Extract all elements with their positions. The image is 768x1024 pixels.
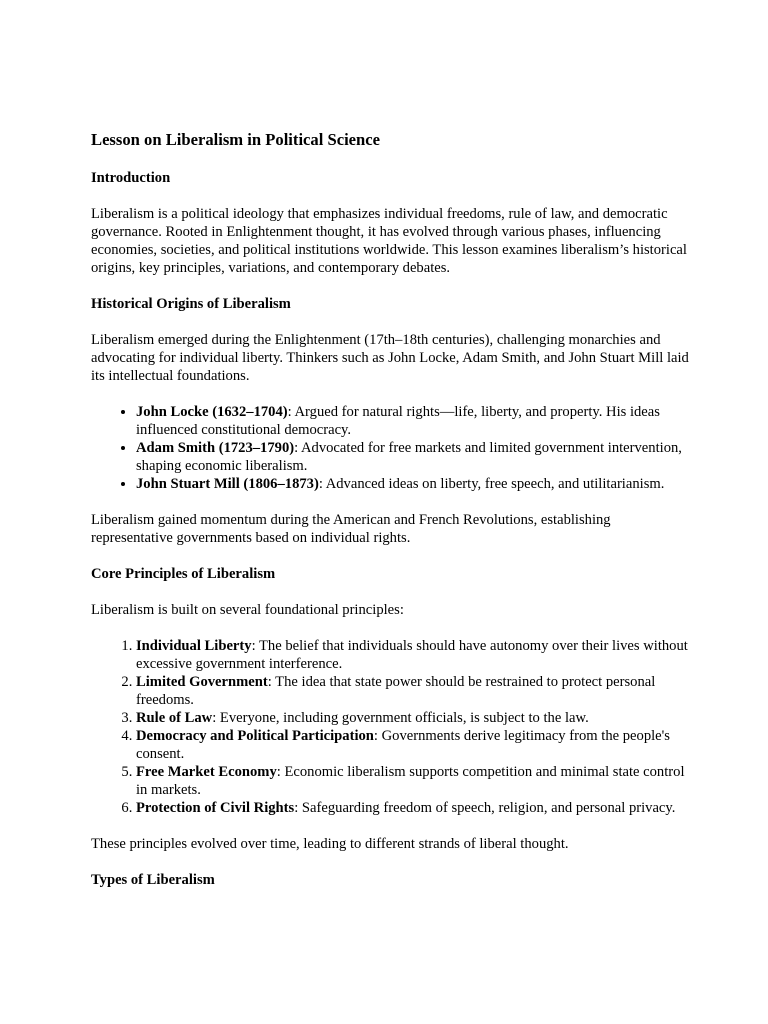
- thinker-description: : Argued for natural rights—life, liberty, and property. His ideas influenced constitutional democracy.: [136, 404, 660, 438]
- types-heading: Types of Liberalism: [91, 872, 215, 888]
- thinkers-list: [91, 403, 691, 493]
- thinker-description: : Advanced ideas on liberty, free speech, and utilitarianism.: [318, 476, 665, 492]
- principle-name: Rule of Law: [136, 710, 213, 726]
- principle-name: Limited Government: [136, 674, 268, 690]
- historical-origins-heading: Historical Origins of Liberalism: [91, 296, 291, 312]
- document-title: Lesson on Liberalism in Political Science: [91, 130, 381, 149]
- principle-description: : The belief that individuals should have autonomy over their lives without excessive government interference.: [136, 638, 688, 672]
- thinker-description: : Advocated for free markets and limited government intervention, shaping economic liberalism.: [136, 440, 682, 474]
- list-item: [136, 727, 691, 763]
- principle-name: Individual Liberty: [136, 638, 252, 654]
- list-item: [136, 709, 691, 727]
- thinker-name: John Stuart Mill (1806–1873): [136, 476, 319, 492]
- document-body: [91, 130, 691, 889]
- principle-description: : Governments derive legitimacy from the people's consent.: [136, 728, 670, 762]
- list-item: [136, 475, 691, 493]
- introduction-heading: Introduction: [91, 170, 171, 186]
- thinker-name: Adam Smith (1723–1790): [136, 440, 295, 456]
- list-item: [136, 799, 691, 817]
- principle-name: Free Market Economy: [136, 764, 277, 780]
- thinker-name: John Locke (1632–1704): [136, 404, 288, 420]
- principle-name: Democracy and Political Participation: [136, 728, 374, 744]
- core-principles-heading: Core Principles of Liberalism: [91, 566, 276, 582]
- principles-list: [91, 637, 691, 817]
- introduction-paragraph: Liberalism is a political ideology that emphasizes individual freedoms, rule of law, and democratic governance. Rooted in Enlightenment thought, it has evolved through various phases, influencing economies, societies, and political institutions worldwide. This lesson examines liberalism’s historical origins, key principles, variations, and contemporary debates.: [91, 206, 687, 276]
- principle-name: Protection of Civil Rights: [136, 800, 295, 816]
- list-item: [136, 673, 691, 709]
- list-item: [136, 403, 691, 439]
- principle-description: : Everyone, including government officials, is subject to the law.: [212, 710, 589, 726]
- historical-origins-paragraph: Liberalism emerged during the Enlightenment (17th–18th centuries), challenging monarchies and advocating for individual liberty. Thinkers such as John Locke, Adam Smith, and John Stuart Mill laid its intellectual foundations.: [91, 332, 689, 384]
- principle-description: : The idea that state power should be restrained to protect personal freedoms.: [136, 674, 656, 708]
- list-item: [136, 637, 691, 673]
- principle-description: : Safeguarding freedom of speech, religion, and personal privacy.: [294, 800, 676, 816]
- historical-origins-closing: Liberalism gained momentum during the American and French Revolutions, establishing representative governments based on individual rights.: [91, 512, 611, 546]
- list-item: [136, 763, 691, 799]
- core-principles-intro: Liberalism is built on several foundational principles:: [91, 602, 404, 618]
- principle-description: : Economic liberalism supports competition and minimal state control in markets.: [136, 764, 685, 798]
- core-principles-closing: These principles evolved over time, leading to different strands of liberal thought.: [91, 836, 569, 852]
- list-item: [136, 439, 691, 475]
